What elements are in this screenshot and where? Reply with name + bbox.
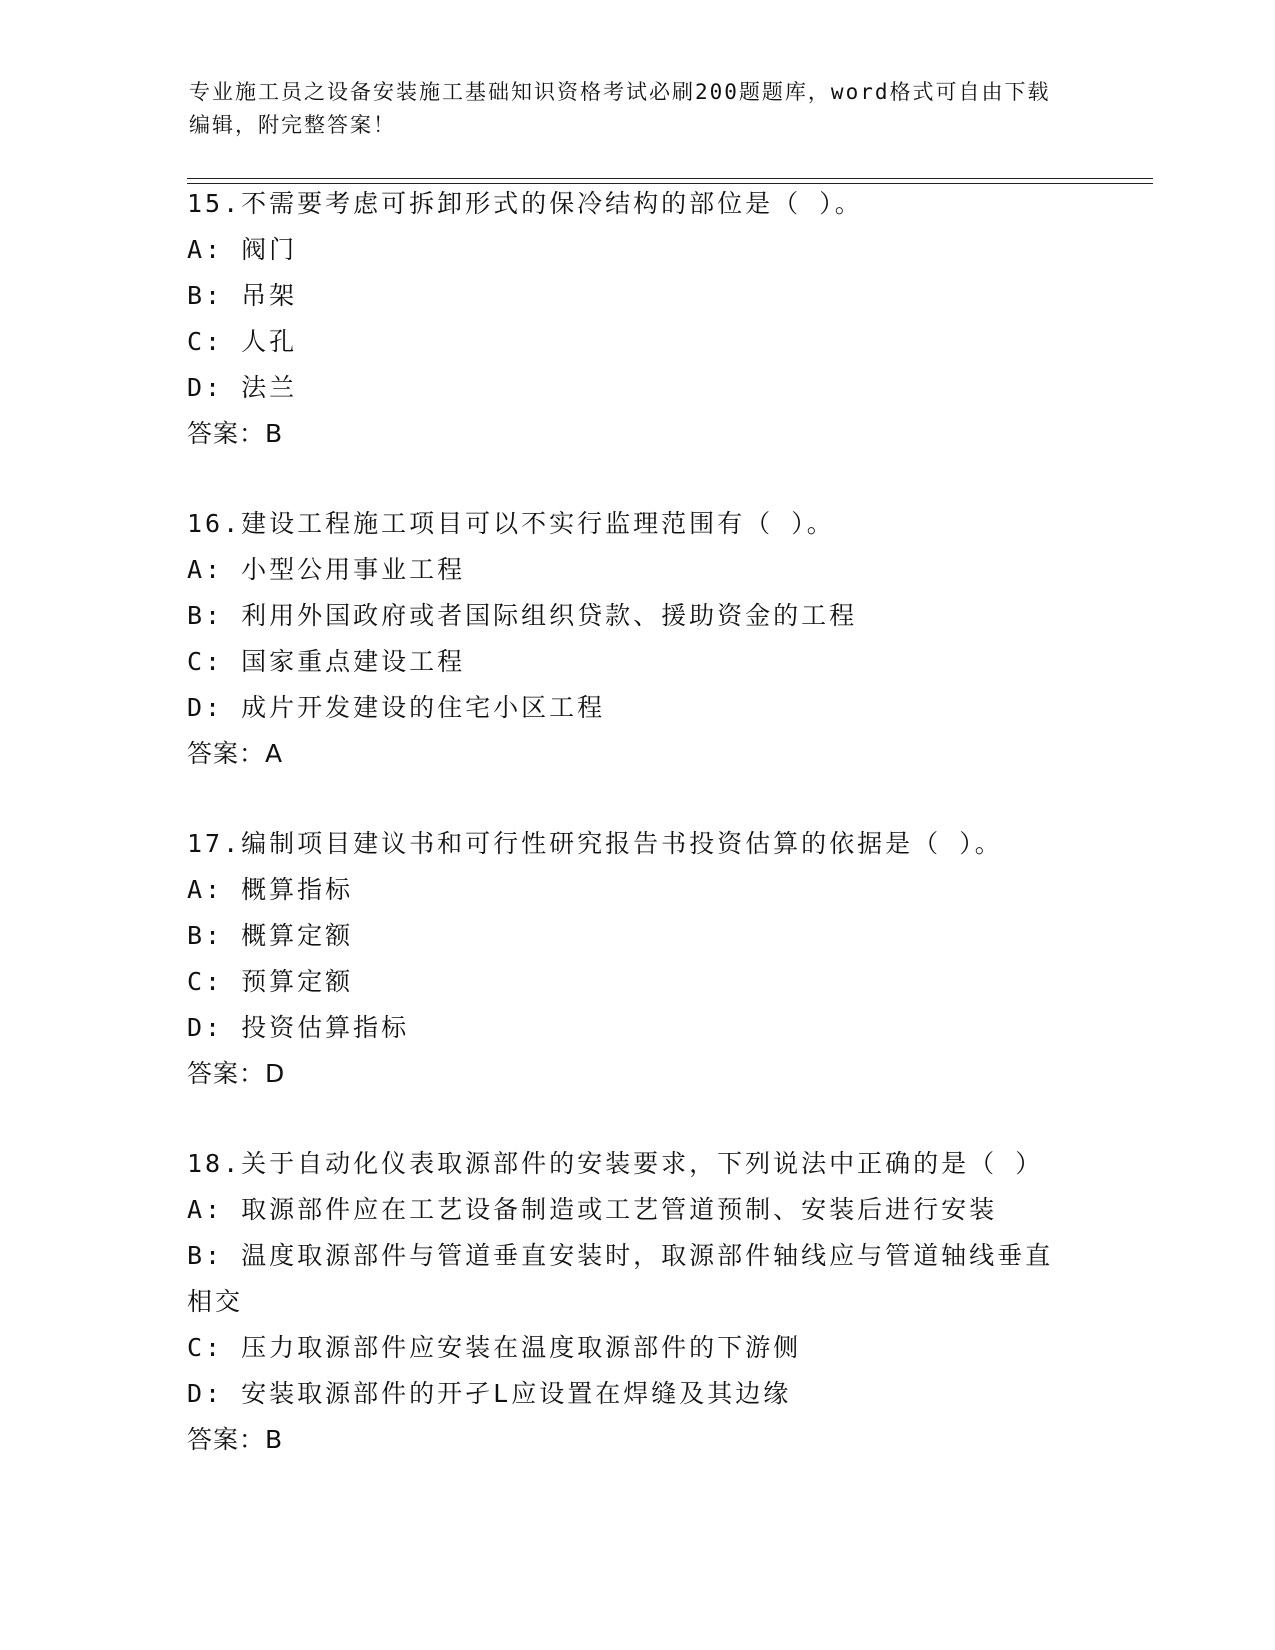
answer-label: 答案：B bbox=[187, 419, 284, 448]
answer-label: 答案：A bbox=[187, 739, 284, 768]
option-a: A: 阀门 bbox=[187, 235, 298, 264]
question-15 bbox=[187, 181, 1087, 457]
answer-label: 答案：B bbox=[187, 1425, 284, 1454]
option-a: A: 小型公用事业工程 bbox=[187, 555, 466, 584]
question-stem: 15.不需要考虑可拆卸形式的保冷结构的部位是（ ）。 bbox=[187, 189, 863, 218]
option-d: D: 投资估算指标 bbox=[187, 1013, 410, 1042]
header-divider-top bbox=[187, 178, 1153, 179]
option-a: A: 取源部件应在工艺设备制造或工艺管道预制、安装后进行安装 bbox=[187, 1195, 998, 1224]
answer-label: 答案：D bbox=[187, 1059, 286, 1088]
document-header: 专业施工员之设备安装施工基础知识资格考试必刷200题题库，word格式可自由下载编辑，附完整答案！ bbox=[189, 80, 1051, 137]
question-16 bbox=[187, 501, 1087, 777]
option-c: C: 压力取源部件应安装在温度取源部件的下游侧 bbox=[187, 1333, 802, 1362]
option-d: D: 成片开发建设的住宅小区工程 bbox=[187, 693, 606, 722]
option-c: C: 人孔 bbox=[187, 327, 298, 356]
question-17 bbox=[187, 821, 1087, 1097]
question-stem: 17.编制项目建议书和可行性研究报告书投资估算的依据是（ ）。 bbox=[187, 829, 1003, 858]
question-stem: 16.建设工程施工项目可以不实行监理范围有（ ）。 bbox=[187, 509, 835, 538]
question-stem: 18.关于自动化仪表取源部件的安装要求，下列说法中正确的是（ ） bbox=[187, 1149, 1044, 1178]
option-b: B: 概算定额 bbox=[187, 921, 354, 950]
question-18 bbox=[187, 1141, 1087, 1463]
option-b: B: 利用外国政府或者国际组织贷款、援助资金的工程 bbox=[187, 601, 858, 630]
option-c: C: 预算定额 bbox=[187, 967, 354, 996]
option-d: D: 法兰 bbox=[187, 373, 298, 402]
option-b: B: 温度取源部件与管道垂直安装时，取源部件轴线应与管道轴线垂直相交 bbox=[187, 1241, 1054, 1316]
option-a: A: 概算指标 bbox=[187, 875, 354, 904]
option-d: D: 安装取源部件的开孑L应设置在焊缝及其边缘 bbox=[187, 1379, 792, 1408]
option-c: C: 国家重点建设工程 bbox=[187, 647, 466, 676]
option-b: B: 吊架 bbox=[187, 281, 298, 310]
